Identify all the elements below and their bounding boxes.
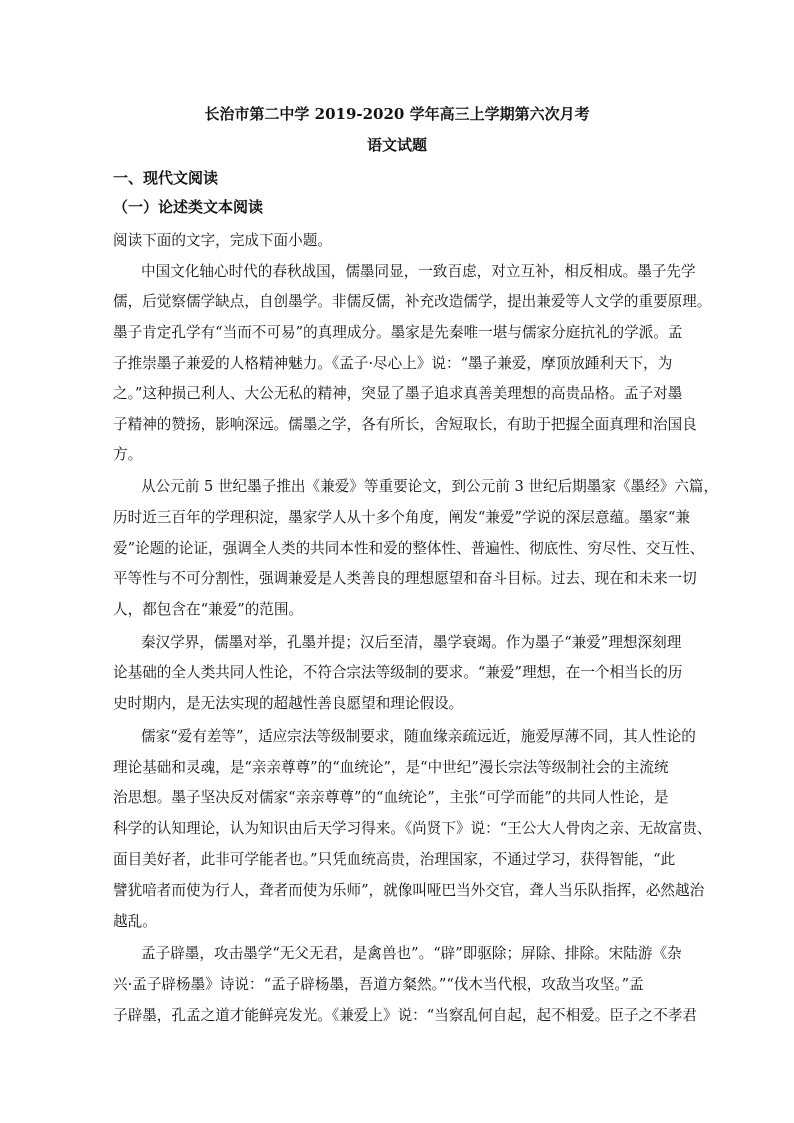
text-line: 孟子辟墨，攻击墨学“无父无君，是禽兽也”。“辟”即驱除；屏除、排除。宋陆游《杂 bbox=[141, 945, 682, 962]
text-line: 面目美好者，此非可学能者也。”只凭血统高贵，治理国家，不通过学习，获得智能，“此 bbox=[113, 851, 676, 868]
text-line: 历时近三百年的学理积淀，墨家学人从十多个角度，阐发“兼爱”学说的深层意蕴。墨家“兼 bbox=[113, 509, 690, 526]
text-line: 子推崇墨子兼爱的人格精神魅力。《孟子·尽心上》说：“墨子兼爱，摩顶放踵利天下，为 bbox=[113, 355, 673, 372]
subsection-heading: （一）论述类文本阅读 bbox=[113, 198, 264, 216]
text-line: 子精神的赞扬，影响深远。儒墨之学，各有所长，舍短取长，有助于把握全面真理和治国良 bbox=[113, 416, 697, 433]
text-line: 科学的认知理论，认为知识由后天学习得来。《尚贤下》说：“王公大人骨肉之亲、无故富贵、 bbox=[113, 820, 712, 837]
text-line: 理论基础和灵魂，是“亲亲尊尊”的“血统论”，是“中世纪”漫长宗法等级制社会的主流统 bbox=[113, 759, 669, 776]
text-line: 秦汉学界，儒墨对举，孔墨并提；汉后至清，墨学衰竭。作为墨子“兼爱”理想深刻理 bbox=[141, 634, 682, 651]
text-line: 治思想。墨子坚决反对儒家“亲亲尊尊”的“血统论”，主张“可学而能”的共同人性论，是 bbox=[113, 789, 669, 806]
text-line: 人，都包含在“兼爱”的范围。 bbox=[113, 601, 304, 618]
text-line: 从公元前 5 世纪墨子推出《兼爱》等重要论文，到公元前 3 世纪后期墨家《墨经》六篇， bbox=[141, 478, 719, 495]
text-line: 兴·孟子辟杨墨》诗说：“孟子辟杨墨，吾道方粲然。”“伐木当代根，攻敌当攻坚。”孟 bbox=[113, 976, 644, 993]
text-line: 史时期内，是无法实现的超越性善良愿望和理论假设。 bbox=[113, 695, 464, 712]
text-line: 墨子肯定孔学有“当而不可易”的真理成分。墨家是先秦唯一堪与儒家分庭抗礼的学派。孟 bbox=[113, 324, 683, 341]
text-line: 儒家“爱有差等”，适应宗法等级制要求，随血缘亲疏远近，施爱厚薄不同，其人性论的 bbox=[141, 728, 696, 745]
text-line: 之。”这种损己利人、大公无私的精神，突显了墨子追求真善美理想的高贵品格。孟子对墨 bbox=[113, 385, 683, 402]
text-line: 越乱。 bbox=[113, 913, 157, 930]
section-heading: 一、现代文阅读 bbox=[113, 169, 219, 187]
document-subtitle: 语文试题 bbox=[366, 136, 427, 154]
text-line: 譬犹喑者而使为行人，聋者而使为乐师”，就像叫哑巴当外交官，聋人当乐队指挥，必然越治 bbox=[113, 882, 705, 899]
text-line: 论基础的全人类共同人性论，不符合宗法等级制的要求。“兼爱”理想，在一个相当长的历 bbox=[113, 664, 683, 681]
text-line: 方。 bbox=[113, 446, 143, 463]
instruction-text: 阅读下面的文字，完成下面小题。 bbox=[113, 232, 332, 249]
text-line: 儒，后觉察儒学缺点，自创墨学。非儒反儒，补充改造儒学，提出兼爱等人文学的重要原理。 bbox=[113, 293, 712, 310]
document-title: 长治市第二中学 2019-2020 学年高三上学期第六次月考 bbox=[204, 105, 590, 123]
text-line: 子辟墨，孔孟之道才能鲜亮发光。《兼爱上》说：“当察乱何自起，起不相爱。臣子之不孝君 bbox=[113, 1007, 697, 1024]
text-line: 中国文化轴心时代的春秋战国，儒墨同显，一致百虑，对立互补，相反相成。墨子先学 bbox=[141, 263, 696, 280]
text-line: 平等性与不可分割性，强调兼爱是人类善良的理想愿望和奋斗目标。过去、现在和未来一切 bbox=[113, 570, 697, 587]
text-line: 爱”论题的论证，强调全人类的共同本性和爱的整体性、普遍性、彻底性、穷尽性、交互性、 bbox=[113, 540, 705, 557]
